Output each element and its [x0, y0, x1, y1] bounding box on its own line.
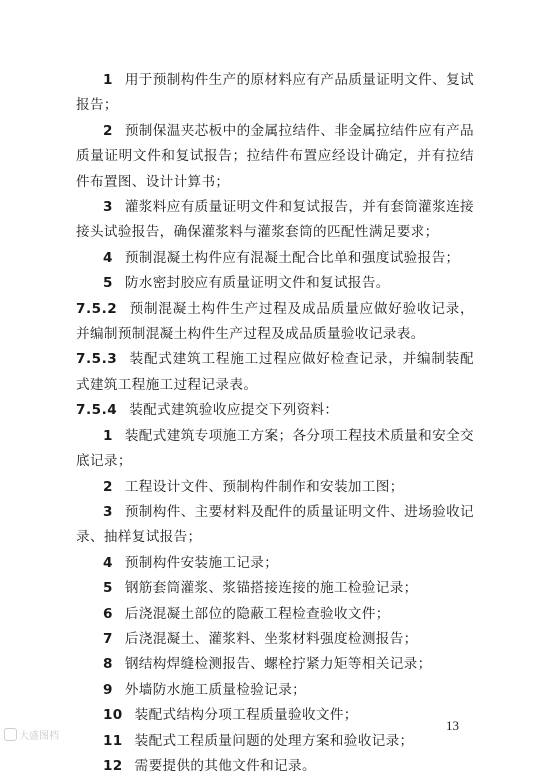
list-item	[76, 703, 474, 728]
item-number: 2	[103, 122, 113, 139]
item-number: 7	[103, 630, 113, 647]
list-item	[76, 602, 474, 627]
item-number: 10	[103, 707, 123, 724]
list-item	[76, 627, 474, 652]
item-text: 后浇混凝土、灌浆料、坐浆材料强度检测报告；	[124, 630, 418, 647]
item-text: 装配式建筑专项施工方案；各分项工程技术质量和安全交底记录；	[76, 427, 474, 470]
item-text: 预制混凝土构件应有混凝土配合比单和强度试验报告；	[124, 249, 460, 266]
clause-number: 7.5.3	[76, 351, 118, 368]
watermark	[4, 727, 59, 742]
clause-text: 装配式建筑验收应提交下列资料：	[129, 402, 339, 419]
item-number: 1	[103, 427, 113, 444]
item-number: 12	[103, 757, 123, 774]
list-item	[76, 551, 474, 576]
clause-number: 7.5.2	[76, 300, 118, 317]
item-text: 预制构件安装施工记录；	[124, 554, 279, 571]
item-text: 用于预制构件生产的原材料应有产品质量证明文件、复试报告；	[76, 72, 474, 114]
item-number: 3	[103, 199, 113, 216]
paragraph-item	[76, 68, 474, 119]
item-number: 4	[103, 249, 113, 266]
section-clause	[76, 347, 474, 398]
paragraph-item	[76, 119, 474, 195]
item-text: 预制保温夹芯板中的金属拉结件、非金属拉结件应有产品质量证明文件和复试报告；拉结件布置应经设计确定，并有拉结件布置图、设计计算书；	[76, 122, 474, 190]
document-body	[76, 68, 474, 779]
list-item	[76, 576, 474, 601]
item-text: 需要提供的其他文件和记录。	[134, 757, 316, 774]
item-number: 4	[103, 554, 113, 571]
list-item	[76, 424, 474, 475]
clause-text: 预制混凝土构件生产过程及成品质量应做好验收记录，并编制预制混凝土构件生产过程及成品质量验收记录表。	[76, 300, 474, 343]
item-text: 钢筋套筒灌浆、浆锚搭接连接的施工检验记录；	[124, 580, 418, 597]
list-item	[76, 500, 474, 551]
item-number: 2	[103, 478, 113, 495]
item-number: 11	[103, 732, 123, 749]
section-clause	[76, 297, 474, 348]
item-number: 6	[103, 605, 113, 622]
paragraph-item	[76, 246, 474, 271]
list-item	[76, 754, 474, 779]
page-number: 13	[446, 718, 459, 733]
paragraph-item	[76, 195, 474, 246]
paragraph-item	[76, 271, 474, 296]
watermark-logo-icon	[4, 728, 17, 741]
item-number: 5	[103, 580, 113, 597]
list-item	[76, 652, 474, 677]
item-number: 5	[103, 275, 113, 292]
watermark-text: 大盛图档	[19, 731, 59, 742]
item-text: 后浇混凝土部位的隐蔽工程检查验收文件；	[124, 605, 390, 622]
clause-number: 7.5.4	[76, 402, 118, 419]
item-number: 9	[103, 681, 113, 698]
item-number: 1	[103, 72, 113, 88]
item-text: 钢结构焊缝检测报告、螺栓拧紧力矩等相关记录；	[124, 656, 432, 673]
item-text: 灌浆料应有质量证明文件和复试报告，并有套筒灌浆连接接头试验报告，确保灌浆料与灌浆套筒的匹配性满足要求；	[76, 199, 474, 241]
list-item	[76, 475, 474, 500]
item-text: 预制构件、主要材料及配件的质量证明文件、进场验收记录、抽样复试报告；	[76, 503, 474, 546]
item-text: 防水密封胶应有质量证明文件和复试报告。	[124, 275, 390, 292]
list-item	[76, 729, 474, 754]
item-text: 装配式工程质量问题的处理方案和验收记录；	[134, 732, 414, 749]
item-text: 装配式结构分项工程质量验收文件；	[134, 707, 358, 724]
item-text: 外墙防水施工质量检验记录；	[124, 681, 307, 698]
section-clause	[76, 398, 474, 423]
item-number: 8	[103, 656, 113, 673]
item-number: 3	[103, 503, 113, 520]
list-item	[76, 678, 474, 703]
clause-text: 装配式建筑工程施工过程应做好检查记录，并编制装配式建筑工程施工过程记录表。	[76, 351, 474, 393]
item-text: 工程设计文件、预制构件制作和安装加工图；	[124, 478, 404, 495]
